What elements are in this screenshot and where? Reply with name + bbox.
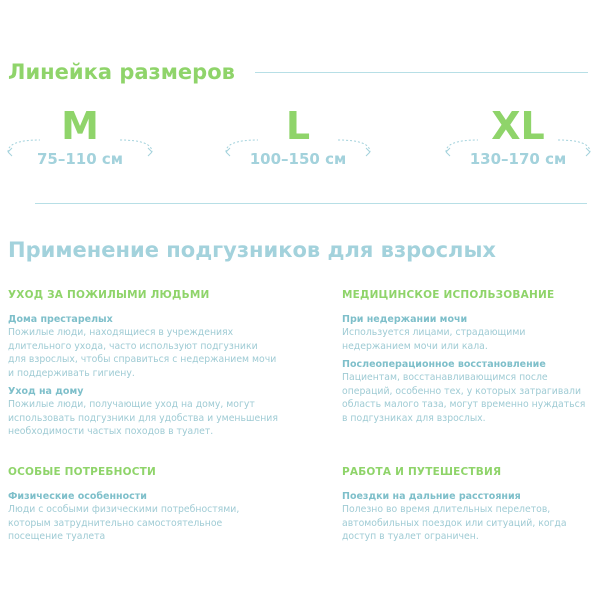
size-letter: L — [285, 104, 311, 148]
item-title: Физические особенности — [8, 491, 147, 502]
size-waist-range: 130–170 см — [469, 150, 567, 168]
section-divider — [35, 203, 587, 204]
section-heading: РАБОТА И ПУТЕШЕСТВИЯ — [342, 466, 502, 478]
item-title: Уход на дому — [8, 386, 84, 397]
item-title: Послеоперационное восстановление — [342, 359, 546, 370]
title-rule — [255, 72, 588, 73]
size-letter: XL — [491, 104, 545, 148]
section-medical-use — [342, 289, 592, 430]
item-title: При недержании мочи — [342, 314, 468, 325]
usage-title: Применение подгузников для взрослых — [8, 238, 496, 262]
size-card-xl — [438, 104, 598, 174]
size-letter: M — [61, 104, 99, 148]
size-card-l — [218, 104, 378, 174]
item-text: Используется лицами, страдающими недержанием мочи или кала. — [342, 327, 526, 352]
item-text: Люди с особыми физическими потребностями, которым затруднительно самостоятельное посещение туалета — [8, 504, 240, 542]
item-text: Пожилые люди, находящиеся в учреждениях длительного ухода, часто используют подгузники для взрослых, чтобы справиться с недержанием мочи и поддерживать гигиену. — [8, 327, 277, 379]
section-elderly-care — [8, 289, 278, 444]
section-work-travel — [342, 466, 592, 549]
item-text: Полезно во время длительных перелетов, автомобильных поездок или ситуаций, когда доступ в туалет ограничен. — [342, 504, 567, 542]
section-heading: ОСОБЫЕ ПОТРЕБНОСТИ — [8, 466, 156, 478]
size-waist-range: 75–110 см — [36, 150, 124, 168]
section-special-needs — [8, 466, 278, 549]
size-waist-range: 100–150 см — [249, 150, 347, 168]
section-heading: УХОД ЗА ПОЖИЛЫМИ ЛЮДЬМИ — [8, 289, 210, 301]
item-title: Поездки на дальние расстояния — [342, 491, 521, 502]
item-text: Пациентам, восстанавливающимся после операций, особенно тех, у которых затрагивали область малого таза, могут временно нуждаться в подгузниках для взрослых. — [342, 372, 586, 424]
item-title: Дома престарелых — [8, 314, 113, 325]
item-text: Пожилые люди, получающие уход на дому, могут использовать подгузники для удобства и уменьшения необходимости частых походов в туалет. — [8, 399, 278, 437]
size-range-title: Линейка размеров — [8, 60, 235, 84]
section-heading: МЕДИЦИНСКОЕ ИСПОЛЬЗОВАНИЕ — [342, 289, 555, 301]
size-card-m — [0, 104, 160, 174]
